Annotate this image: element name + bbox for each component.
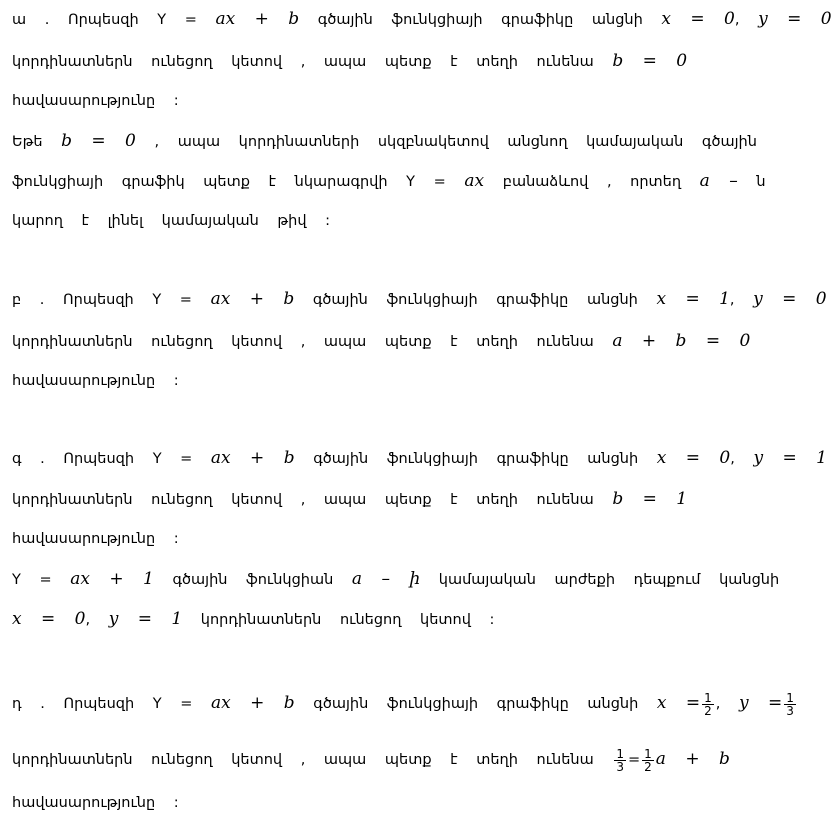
section-c-line-2 (12, 486, 687, 512)
text: բանաձևով , որտեղ (502, 174, 682, 190)
fraction-denominator: 3 (786, 703, 794, 718)
section-a-line-3 (12, 88, 179, 114)
fraction-numerator: 1 (616, 746, 624, 761)
section-a-line-4 (12, 128, 757, 154)
text: Որպեսզի (63, 696, 135, 712)
coordinate-y: y = 1 (753, 448, 827, 468)
section-c-line-1 (12, 445, 827, 471)
equation-lhs: Y = (152, 292, 211, 308)
equation-math: a + b (655, 749, 730, 769)
fraction-x (702, 692, 714, 717)
section-c-label: գ . (12, 451, 45, 467)
condition: b = 1 (612, 489, 688, 509)
coordinate-x: x = 0 (12, 609, 86, 629)
equation-lhs: Y = (406, 174, 465, 190)
text: կորդինատներն ունեցող կետով , ապա պետք է տեղի ունենա (12, 334, 594, 350)
section-a-line-1 (12, 6, 832, 32)
fraction-numerator: 1 (644, 746, 652, 761)
section-b-line-1 (12, 286, 827, 312)
text: Որպեսզի (63, 451, 135, 467)
text: կորդինատներն ունեցող կետով , ապա պետք է տեղի ունենա (12, 492, 594, 508)
condition: a + b = 0 (612, 331, 751, 351)
text: Որպեսզի (67, 12, 139, 28)
coordinate-y: y = 0 (753, 289, 827, 309)
section-d-line-2 (12, 746, 730, 772)
text: գծային ֆունկցիայի գրաֆիկը անցնի (313, 696, 639, 712)
separator: , (715, 696, 721, 712)
fraction-denominator: 2 (704, 703, 712, 718)
equals-sign: = (628, 752, 641, 768)
section-b-line-3 (12, 368, 179, 394)
separator: , (734, 12, 740, 28)
text: կորդինատներն ունեցող կետով , ապա պետք է տեղի ունենա (12, 54, 594, 70)
fraction-right (642, 748, 654, 773)
section-a-line-6 (12, 208, 330, 234)
section-c-line-3 (12, 526, 179, 552)
equation-lhs: Y = (157, 12, 216, 28)
section-a-label: ա . (12, 12, 50, 28)
fraction-y (784, 692, 796, 717)
text: ն (756, 174, 766, 190)
fraction-denominator: 3 (616, 759, 624, 774)
fraction-left (614, 748, 626, 773)
coordinate-x-label: x = (656, 693, 701, 713)
text: կորդինատներն ունեցող կետով : (200, 612, 495, 628)
equation-math: ax + b (211, 693, 295, 713)
section-a-line-2 (12, 48, 687, 74)
text: հավասարությունը : (12, 795, 179, 811)
fraction-numerator: 1 (786, 690, 794, 705)
fraction-numerator: 1 (704, 690, 712, 705)
section-c-line-4 (12, 566, 779, 592)
fraction-denominator: 2 (644, 759, 652, 774)
equation-math: ax + 1 (70, 569, 154, 589)
variable-a: a – (699, 171, 738, 191)
text: գծային ֆունկցիայի գրաֆիկը անցնի (317, 12, 643, 28)
text: ֆունկցիայի գրաֆիկ պետք է նկարագրվի (12, 174, 388, 190)
equation-math: ax + b (210, 289, 295, 309)
text: հավասարությունը : (12, 93, 179, 109)
condition: b = 0 (61, 131, 136, 151)
equation-lhs: Y = (152, 451, 211, 467)
text: գծային ֆունկցիան (172, 572, 334, 588)
condition: b = 0 (612, 51, 688, 71)
coordinate-x: x = 0 (656, 448, 731, 468)
variable-a: a – ի (351, 569, 421, 589)
text: կարող է լինել կամայական թիվ : (12, 213, 331, 229)
text: , ապա կորդինատների սկզբնակետով անցնող կամայական գծային (154, 134, 757, 150)
equation-lhs: Y = (152, 696, 211, 712)
section-b-label: բ . (12, 292, 45, 308)
text: գծային ֆունկցիայի գրաֆիկը անցնի (312, 292, 638, 308)
coordinate-x: x = 0 (661, 9, 735, 29)
coordinate-y: y = 1 (108, 609, 183, 629)
coordinate-y: y = 0 (758, 9, 832, 29)
text: Որպեսզի (63, 292, 134, 308)
coordinate-x: x = 1 (656, 289, 730, 309)
equation-math: ax + b (210, 448, 295, 468)
coordinate-y-label: y = (738, 693, 783, 713)
text: հավասարությունը : (12, 373, 179, 389)
text: կամայական արժեքի դեպքում կանցնի (438, 572, 780, 588)
section-d-line-3 (12, 790, 179, 816)
section-a-line-5 (12, 168, 766, 194)
section-c-line-5 (12, 606, 494, 632)
text: հավասարությունը : (12, 531, 179, 547)
equation-lhs: Y = (12, 572, 71, 588)
separator: , (729, 292, 735, 308)
section-d-label: դ . (12, 696, 45, 712)
equation-math: ax (464, 171, 485, 191)
equation-math: ax + b (215, 9, 300, 29)
separator: , (730, 451, 735, 467)
section-b-line-2 (12, 328, 750, 354)
text: կորդինատներն ունեցող կետով , ապա պետք է տեղի ունենա (12, 752, 594, 768)
text: Եթե (12, 134, 43, 150)
separator: , (85, 612, 91, 628)
text: գծային ֆունկցիայի գրաֆիկը անցնի (313, 451, 639, 467)
section-d-line-1 (12, 690, 798, 716)
